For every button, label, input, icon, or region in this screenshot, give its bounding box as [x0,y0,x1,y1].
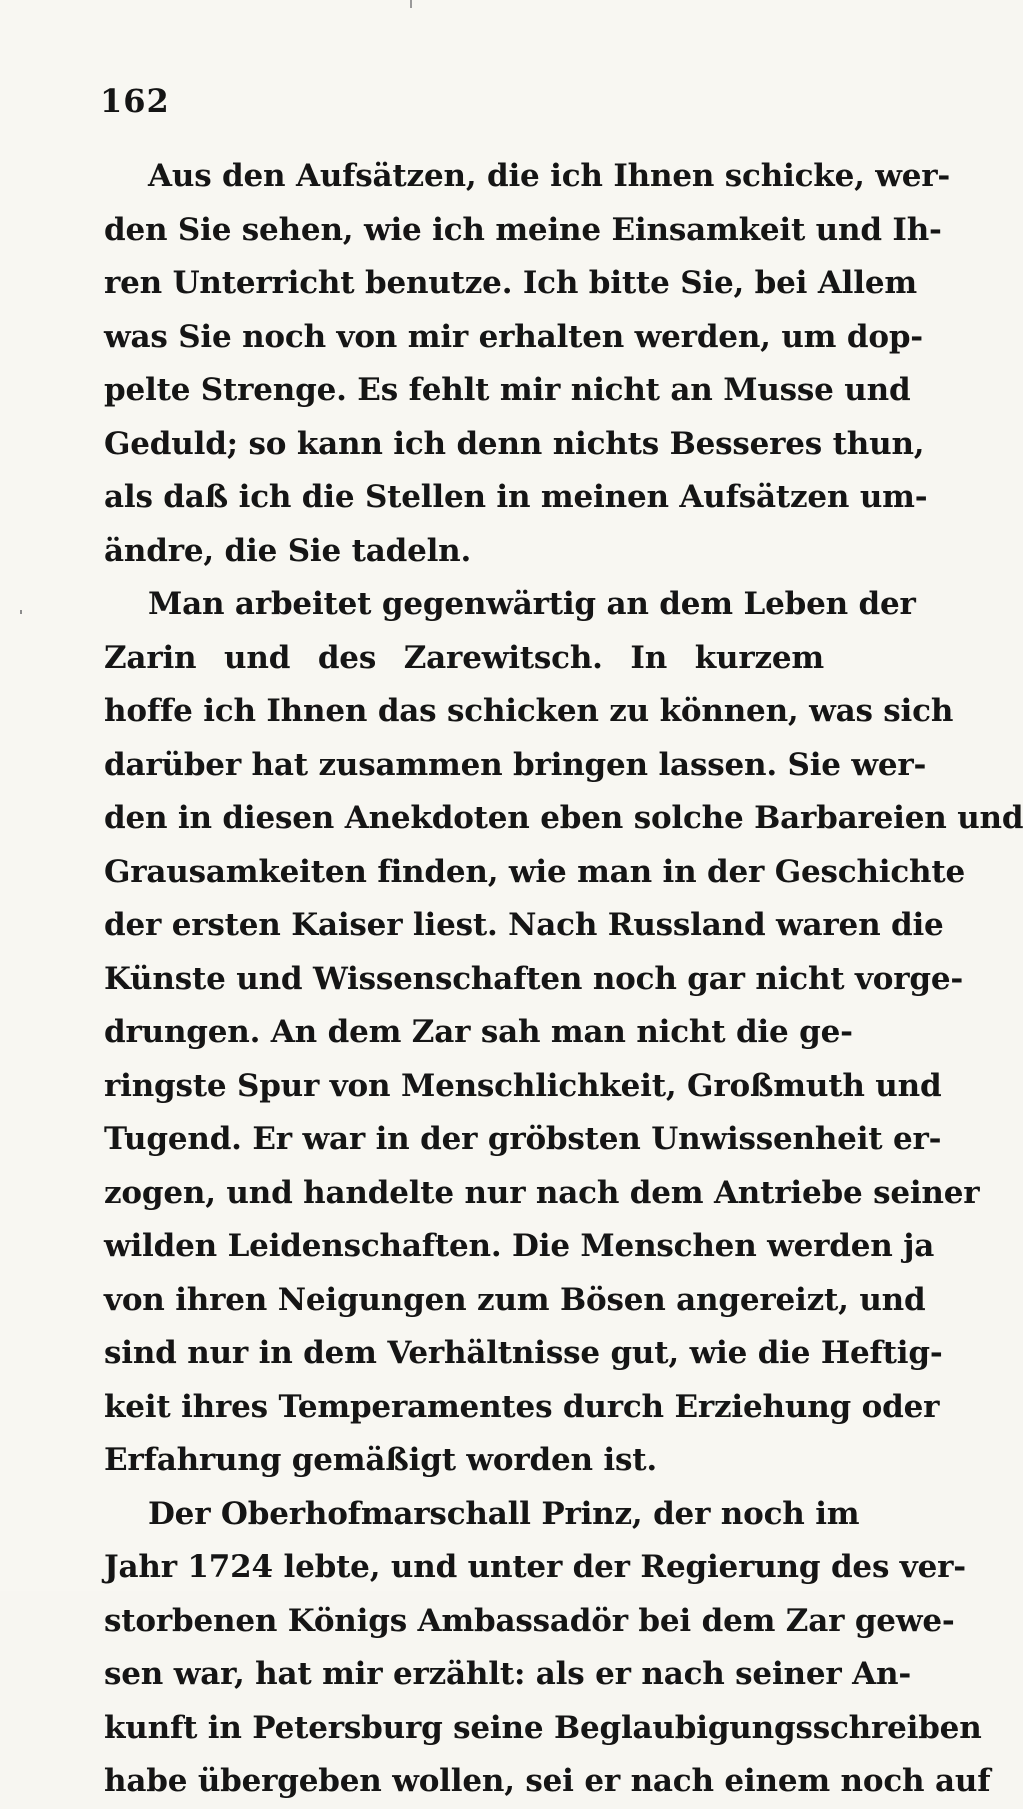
text-line: von ihren Neigungen zum Bösen angereizt, und [104,1281,926,1318]
text-line: sind nur in dem Verhältnisse gut, wie die Heftig- [104,1335,943,1371]
text-line: Grausamkeiten finden, wie man in der Geschichte [104,853,966,890]
text-line: kunft in Petersburg seine Beglaubigungsschreiben [104,1709,982,1746]
text-line: was Sie noch von mir erhalten werden, um dop- [104,318,923,355]
text-line: zogen, und handelte nur nach dem Antriebe seiner [104,1174,980,1211]
text-line: Geduld; so kann ich denn nichts Besseres thun, [104,425,925,462]
text-line: ringste Spur von Menschlichkeit, Großmuth und [104,1067,942,1104]
text-line: Aus den Aufsätzen, die ich Ihnen schicke, wer- [148,158,951,194]
text-line: Künste und Wissenschaften noch gar nicht vorge- [104,960,964,997]
text-line: wilden Leidenschaften. Die Menschen werden ja [104,1228,935,1264]
text-line: Der Oberhofmarschall Prinz, der noch im [148,1495,860,1532]
text-line: als daß ich die Stellen in meinen Aufsätzen um- [104,479,928,515]
scan-speck [410,0,412,8]
page-number: 162 [100,82,170,120]
text-line: keit ihres Temperamentes durch Erziehung oder [104,1388,940,1425]
text-line: darüber hat zusammen bringen lassen. Sie wer- [104,746,927,783]
text-line: hoffe ich Ihnen das schicken zu können, was sich [104,693,954,729]
text-line: ren Unterricht benutze. Ich bitte Sie, bei Allem [104,265,917,301]
text-line: den in diesen Anekdoten eben solche Barbareien und [104,800,1023,836]
text-line: pelte Strenge. Es fehlt mir nicht an Musse und [104,372,911,408]
text-line: ändre, die Sie tadeln. [104,532,472,569]
text-line: habe übergeben wollen, sei er nach einem noch auf [104,1763,991,1799]
margin-speck [20,610,22,614]
text-line: sen war, hat mir erzählt: als er nach seiner An- [104,1656,911,1692]
text-line: der ersten Kaiser liest. Nach Russland waren die [104,907,944,943]
text-line: Tugend. Er war in der gröbsten Unwissenheit er- [104,1121,942,1157]
text-line: Erfahrung gemäßigt worden ist. [104,1442,657,1478]
text-line: drungen. An dem Zar sah man nicht die ge- [104,1014,853,1050]
text-line: Jahr 1724 lebte, und unter der Regierung des ver- [104,1549,966,1585]
text-line: Zarin und des Zarewitsch. In kurzem [104,639,824,676]
text-line: storbenen Königs Ambassadör bei dem Zar gewe- [104,1602,955,1639]
body-text [104,150,1023,1809]
text-line: den Sie sehen, wie ich meine Einsamkeit und Ih- [104,211,942,248]
text-line: Man arbeitet gegenwärtig an dem Leben der [148,586,916,622]
